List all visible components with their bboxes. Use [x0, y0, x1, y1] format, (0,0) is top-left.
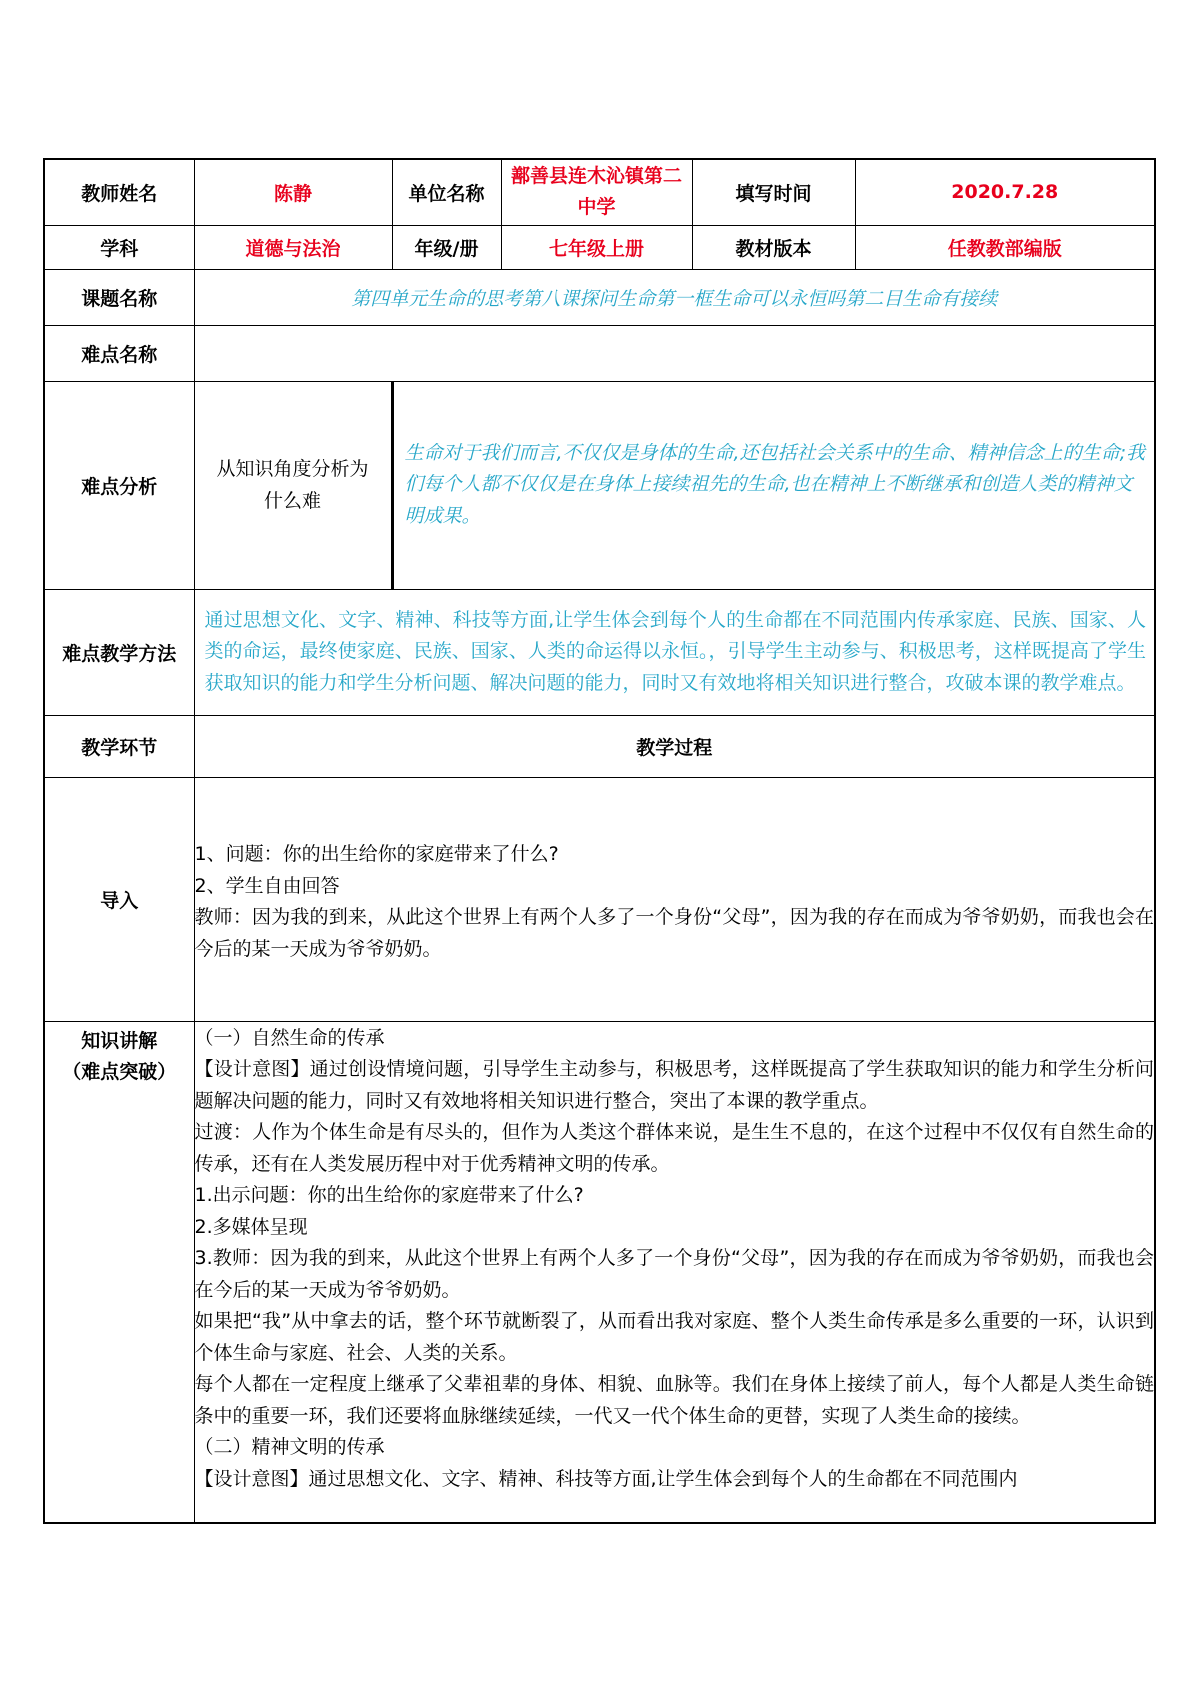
knowledge-paragraph: 【设计意图】通过思想文化、文字、精神、科技等方面,让学生体会到每个人的生命都在不同范围内: [194, 1467, 1018, 1490]
header-row-2: [44, 225, 1155, 269]
topic-value: 第四单元生命的思考第八课探问生命第一框生命可以永恒吗第二目生命有接续: [194, 269, 1155, 325]
teaching-method-value: 通过思想文化、文字、精神、科技等方面,让学生体会到每个人的生命都在不同范围内传承家庭、民族、国家、人类的命运，最终使家庭、民族、国家、人类的命运得以永恒。，引导学生主动参与、积极思考，这样既提高了学生获取知识的能力和学生分析问题、解决问题的能力，同时又有效地将相关知识进行整合，攻破本课的教学难点。: [194, 589, 1155, 715]
unit-label: 单位名称: [392, 159, 501, 225]
subject-label: 学科: [44, 225, 194, 269]
textbook-value: 任教教部编版: [855, 225, 1155, 269]
fill-time-label: 填写时间: [692, 159, 855, 225]
textbook-label: 教材版本: [692, 225, 855, 269]
fill-time-value: 2020.7.28: [855, 159, 1155, 225]
knowledge-paragraph: 3.教师：因为我的到来，从此这个世界上有两个人多了一个身份“父母”，因为我的存在而成为爷爷奶奶，而我也会在今后的某一天成为爷爷奶奶。: [194, 1247, 1154, 1301]
difficulty-name-label: 难点名称: [44, 325, 194, 381]
intro-line: 教师：因为我的到来，从此这个世界上有两个人多了一个身份“父母”，因为我的存在而成为爷爷奶奶，而我也会在今后的某一天成为爷爷奶奶。: [194, 906, 1154, 960]
lesson-plan-table: [43, 158, 1156, 1524]
difficulty-name-row: [44, 325, 1155, 381]
subject-value: 道德与法治: [194, 225, 392, 269]
knowledge-label-line2: （难点突破）: [62, 1060, 177, 1083]
knowledge-paragraph: 过渡：人作为个体生命是有尽头的，但作为人类这个群体来说，是生生不息的，在这个过程中不仅仅有自然生命的传承，还有在人类发展历程中对于优秀精神文明的传承。: [194, 1121, 1154, 1175]
knowledge-paragraph: 2.多媒体呈现: [194, 1215, 308, 1238]
process-header-row: [44, 715, 1155, 777]
knowledge-paragraph: 1.出示问题：你的出生给你的家庭带来了什么?: [194, 1184, 584, 1206]
teaching-method-label: 难点教学方法: [44, 589, 194, 715]
teacher-name-value: 陈静: [194, 159, 392, 225]
knowledge-label: [44, 1021, 194, 1523]
grade-label: 年级/册: [392, 225, 501, 269]
intro-line: 1、问题：你的出生给你的家庭带来了什么?: [194, 843, 559, 865]
knowledge-paragraph: 如果把“我”从中拿去的话，整个环节就断裂了，从而看出我对家庭、整个人类生命传承是多么重要的一环，认识到个体生命与家庭、社会、人类的关系。: [194, 1310, 1154, 1364]
knowledge-paragraph: 每个人都在一定程度上继承了父辈祖辈的身体、相貌、血脉等。我们在身体上接续了前人，每个人都是人类生命链条中的重要一环，我们还要将血脉继续延续，一代又一代个体生命的更替，实现了人类生命的接续。: [194, 1373, 1154, 1427]
difficulty-analysis-sublabel: 从知识角度分析为什么难: [194, 381, 392, 589]
difficulty-analysis-value: 生命对于我们而言,不仅仅是身体的生命,还包括社会关系中的生命、精神信念上的生命;我们每个人都不仅仅是在身体上接续祖先的生命,也在精神上不断继承和创造人类的精神文明成果。: [392, 381, 1155, 589]
intro-row: [44, 777, 1155, 1021]
difficulty-name-value: [194, 325, 1155, 381]
difficulty-analysis-label: 难点分析: [44, 381, 194, 589]
grade-value: 七年级上册: [501, 225, 692, 269]
intro-content: [194, 777, 1155, 1021]
knowledge-content: [194, 1021, 1155, 1523]
knowledge-paragraph: （一）自然生命的传承: [194, 1026, 385, 1049]
stage-header-label: 教学环节: [44, 715, 194, 777]
lesson-plan-page: [43, 158, 1154, 1524]
teacher-name-label: 教师姓名: [44, 159, 194, 225]
process-header-label: 教学过程: [194, 715, 1155, 777]
topic-row: [44, 269, 1155, 325]
teaching-method-row: [44, 589, 1155, 715]
header-row-1: [44, 159, 1155, 225]
intro-label: 导入: [44, 777, 194, 1021]
knowledge-row: [44, 1021, 1155, 1523]
knowledge-label-line1: 知识讲解: [81, 1029, 158, 1052]
knowledge-paragraph: （二）精神文明的传承: [194, 1436, 385, 1458]
unit-value: 鄯善县连木沁镇第二中学: [501, 159, 692, 225]
intro-line: 2、学生自由回答: [194, 874, 340, 897]
difficulty-analysis-row: [44, 381, 1155, 589]
topic-label: 课题名称: [44, 269, 194, 325]
knowledge-paragraph: 【设计意图】通过创设情境问题，引导学生主动参与，积极思考，这样既提高了学生获取知识的能力和学生分析问题解决问题的能力，同时又有效地将相关知识进行整合，突出了本课的教学重点。: [194, 1058, 1154, 1112]
